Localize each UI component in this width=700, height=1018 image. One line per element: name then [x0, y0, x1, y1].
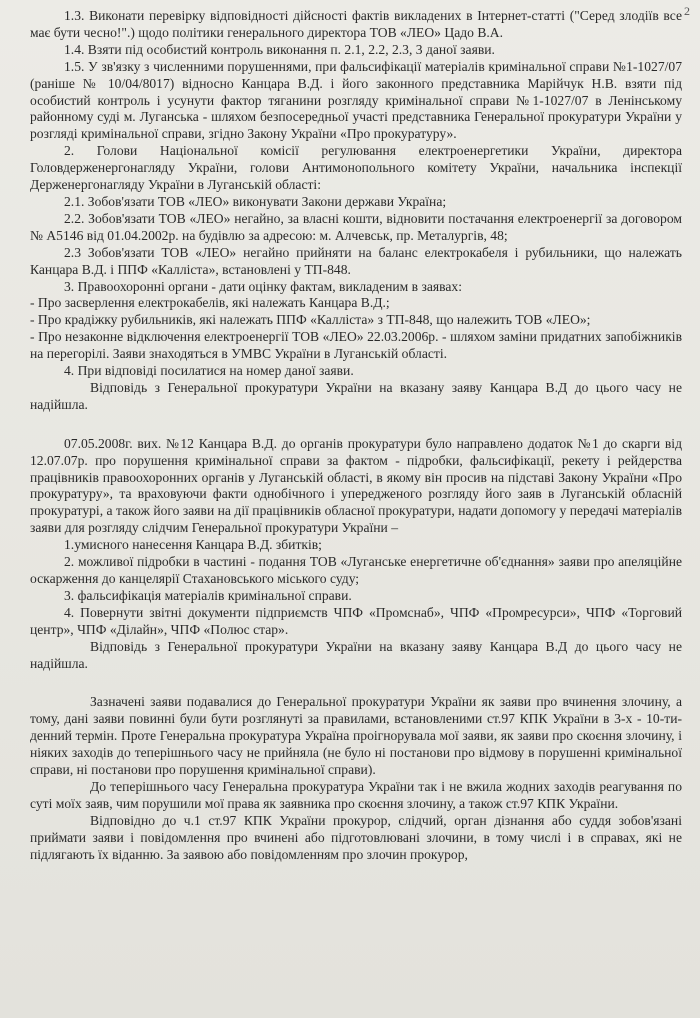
paragraph: 2. Голови Національної комісії регулювання електроенергетики України, директора Головдерженергонагляду України, голови Антимонопольного комітету України, начальника інспекції Держенергонагляду України в Луганській області: — [30, 143, 682, 193]
paragraph: Відповідь з Генеральної прокуратури України на вказану заяву Канцара В.Д до цього часу не надійшла. — [30, 638, 682, 671]
paragraph-spacer — [30, 414, 682, 436]
paragraph: Зазначені заяви подавалися до Генеральної прокуратури України як заяви про вчинення злочину, а тому, дані заяви повинні були бути розглянуті за правилами, встановленими ст.97 КПК України в 3-х - 10-ти-денний термін. Проте Генеральна прокуратура Україна проігнорувала мої заяви, як заяви про скоєння злочину, і ніяких заходів до теперішнього часу не прийняла (не було ні постанови про відмову в порушенні кримінальної справи, ні постанови про порушення кримінальної справи). — [30, 694, 682, 778]
paragraph: 3. фальсифікація матеріалів кримінальної справи. — [64, 587, 352, 603]
paragraph: 2. можливої підробки в частині - подання ТОВ «Луганське енергетичне об'єднання» заяви про апеляційне оскарження до канцелярії Стахановського міського суду; — [30, 554, 682, 586]
paragraph: 4. Повернути звітні документи підприємств ЧПФ «Промснаб», ЧПФ «Промресурси», ЧПФ «Торговий центр», ЧПФ «Ділайн», ЧПФ «Полюс стар». — [30, 604, 682, 637]
paragraph: 1.3. Виконати перевірку відповідності дійсності фактів викладених в Інтернет-статті ("Серед злодіїв все має бути чесно!".) щодо політики генерального директора ТОВ «ЛЕО» Цадо В.А. — [30, 8, 682, 40]
paragraph: 07.05.2008г. вих. №12 Канцара В.Д. до органів прокуратури було направлено додаток №1 до скарги від 12.07.07р. про порушення кримінальної справи за фактом - підробки, фальсифікації, рекету і рейдерства працівників правоохоронних органів у Луганській області, в якому він просив на підставі Закону України «Про прокуратуру», та враховуючи факти однобічного і упередженого розгляду його заяв в Луганській обласній прокуратурі, а також його заяви на дії працівників обласної прокуратури, надати допомогу у передачі матеріалів заяви для розгляду слідчим Генеральної прокуратури України – — [30, 435, 682, 536]
paragraph: - Про незаконне відключення електроенергії ТОВ «ЛЕО» 22.03.2006р. - шляхом заміни придатних запобіжників на перегорілі. Заяви знаходяться в УМВС України в Луганській області. — [30, 329, 682, 362]
paragraph: 2.3 Зобов'язати ТОВ «ЛЕО» негайно прийняти на баланс електрокабеля і рубильники, що належать Канцара В.Д. і ППФ «Калліста», встановлені у ТП-848. — [30, 244, 682, 277]
paragraph: 1.умисного нанесення Канцара В.Д. збитків; — [64, 537, 322, 553]
paragraph: 1.5. У зв'язку з численними порушеннями, при фальсифікації матеріалів кримінальної справи №1-1027/07 (раніше № 10/04/8017) відносно Канцара В.Д. і його законного представника Марійчук Н.В. взяти під особистий контроль і усунути фактор тяганини розгляду кримінальної справи №1-1027/07 в Ленінському районному суді м. Луганська - шляхом безпосередньої участі представника Генеральної прокуратури України у розгляді кримінальної справи, згідно Закону України «Про прокуратуру». — [30, 58, 682, 142]
paragraph: До теперішнього часу Генеральна прокуратура України так і не вжила жодних заходів реагування по суті моїх заяв, чим порушили мої права як заявника про скоєння злочину, а також ст.97 КПК України. — [30, 778, 682, 811]
document-body — [30, 8, 682, 864]
paragraph-spacer — [30, 672, 682, 694]
page-number: 2 — [684, 4, 690, 18]
paragraph: 1.4. Взяти під особистий контроль виконання п. 2.1, 2.2, 2.3, 3 даної заяви. — [64, 41, 495, 57]
paragraph: - Про засверлення електрокабелів, які належать Канцара В.Д.; — [30, 295, 390, 311]
paragraph: 2.1. Зобов'язати ТОВ «ЛЕО» виконувати Закони держави Україна; — [64, 193, 447, 209]
paragraph: 2.2. Зобов'язати ТОВ «ЛЕО» негайно, за власні кошти, відновити постачання електроенергії за договором № А5146 від 01.04.2002р. на будівлю за адресою: м. Алчевськ, пр. Металургів, 48; — [30, 210, 682, 243]
paragraph: - Про крадіжку рубильників, які належать ППФ «Калліста» з ТП-848, що належить ТОВ «ЛЕО»; — [30, 312, 591, 328]
paragraph: 4. При відповіді посилатися на номер даної заяви. — [64, 363, 354, 379]
paragraph: Відповідно до ч.1 ст.97 КПК України прокурор, слідчий, орган дізнання або суддя зобов'язані приймати заяви і повідомлення про вчинені або підготовлювані злочини, в тому числі і в справах, які не підлягають їх віданню. За заявою або повідомленням про злочин прокурор, — [30, 812, 682, 862]
paragraph: Відповідь з Генеральної прокуратури України на вказану заяву Канцара В.Д до цього часу не надійшла. — [30, 379, 682, 412]
paragraph: 3. Правоохоронні органи - дати оцінку фактам, викладеним в заявах: — [64, 278, 462, 294]
